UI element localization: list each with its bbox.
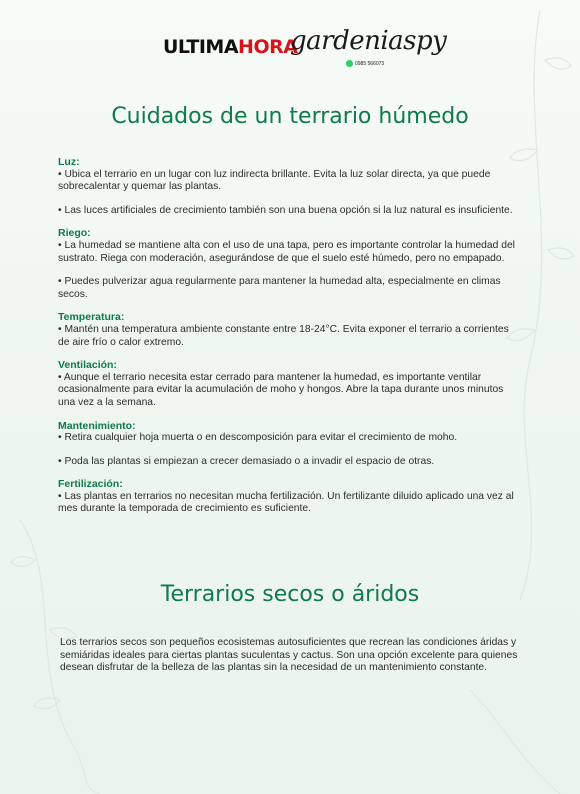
section-heading: Temperatura:	[58, 311, 125, 324]
section-ventilacion	[58, 359, 516, 409]
section-heading: Riego:	[58, 227, 91, 240]
care-sections	[58, 156, 516, 526]
dry-terrariums-intro: Los terrarios secos son pequeños ecosistemas autosuficientes que recrean las condiciones áridas y semiáridas ideales para ciertas plantas suculentas y cactus. Son una opción excelente para quienes desean disfrutar de la belleza de las plantas sin la necesidad de un mantenimiento constante.	[60, 637, 518, 674]
section-fertilizacion	[58, 478, 516, 516]
section-paragraph: • Las luces artificiales de crecimiento también son una buena opción si la luz natural es insuficiente.	[58, 204, 513, 216]
contact-phone: 0985 566073	[355, 60, 385, 67]
header	[0, 22, 580, 82]
whatsapp-icon	[346, 60, 353, 67]
gardeniaspy-contact	[346, 60, 384, 67]
section-heading: Ventilación:	[58, 359, 117, 372]
section-paragraph: • Puedes pulverizar agua regularmente para mantener la humedad alta, especialmente en climas secos.	[58, 276, 501, 300]
section-paragraph: • Las plantas en terrarios no necesitan mucha fertilización. Un fertilizante diluido aplicado una vez al mes durante la temporada de crecimiento es suficiente.	[58, 490, 514, 515]
section-paragraph: • Retira cualquier hoja muerta o en descomposición para evitar el crecimiento de moho.	[58, 432, 458, 444]
section-heading: Fertilización:	[58, 478, 123, 491]
section-paragraph: • Poda las plantas si empiezan a crecer demasiado o a invadir el espacio de otras.	[58, 455, 435, 467]
section-heading: Mantenimiento:	[58, 419, 136, 432]
section-paragraph: • Mantén una temperatura ambiente constante entre 18-24°C. Evita exponer el terrario a corrientes de aire frío o calor extremo.	[58, 323, 509, 348]
section-mantenimiento	[58, 420, 516, 469]
section-temperatura	[58, 311, 516, 349]
section-title-dry-terrariums: Terrarios secos o áridos	[160, 582, 420, 607]
section-paragraph: • Aunque el terrario necesita estar cerrado para mantener la humedad, es importante ventilar ocasionalmente para evitar la acumulación de moho y hongos. Abre la tapa durante unos minutos una vez a la semana.	[58, 371, 504, 408]
section-luz	[58, 156, 516, 217]
logo-ultima-text: ULTIMA	[163, 36, 239, 58]
ultimahora-logo[interactable]	[163, 36, 297, 58]
section-paragraph: • Ubica el terrario en un lugar con luz indirecta brillante. Evita la luz solar directa, ya que puede sobrecalentar y quemar las plantas.	[58, 168, 491, 193]
section-heading: Luz:	[58, 156, 80, 168]
logo-hora-text: HORA	[238, 36, 298, 58]
gardeniaspy-logo[interactable]: gardeniaspy	[290, 26, 447, 56]
section-riego	[58, 227, 516, 301]
section-paragraph: • La humedad se mantiene alta con el uso de una tapa, pero es importante controlar la humedad del sustrato. Riega con moderación, asegurándose de que el suelo esté húmedo, pero no empapado.	[58, 239, 515, 264]
page-title: Cuidados de un terrario húmedo	[111, 104, 469, 129]
